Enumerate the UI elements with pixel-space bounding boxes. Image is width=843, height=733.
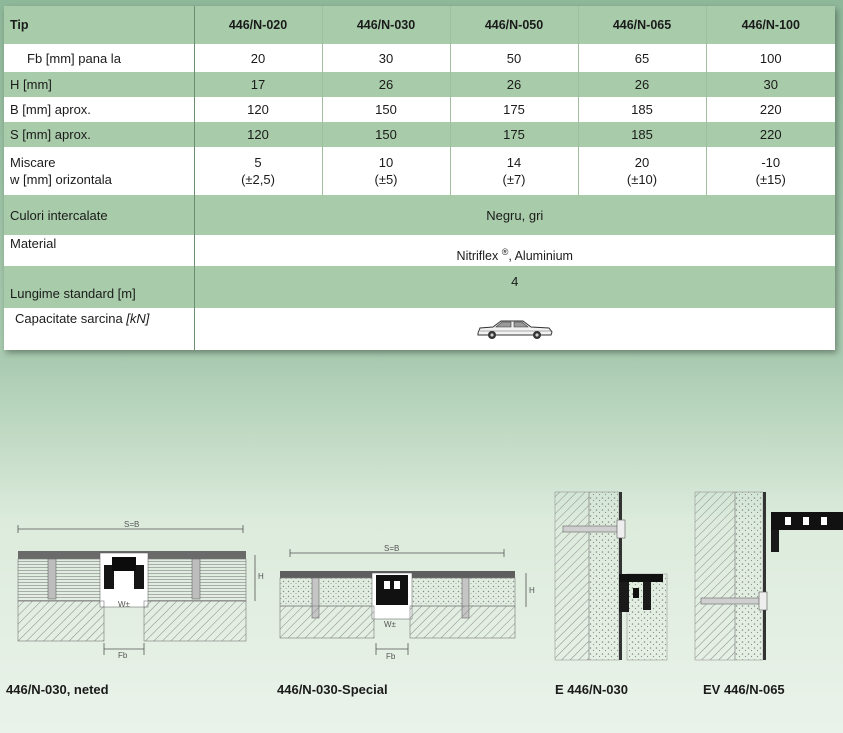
lungime-value: 4 <box>194 266 835 308</box>
row-label-miscare <box>4 147 194 195</box>
header-col: 446/N-050 <box>450 6 578 44</box>
material-rest: , Aluminium <box>508 249 573 264</box>
table-row <box>4 72 835 97</box>
cell: 220 <box>706 97 835 122</box>
cell-value: 5 <box>254 155 262 170</box>
cell: 120 <box>194 97 322 122</box>
caption-ev: EV 446/N-065 <box>703 682 785 697</box>
cell: 100 <box>706 44 835 72</box>
caption-neted: 446/N-030, neted <box>6 682 109 697</box>
dim-s-label: S=B <box>384 544 400 553</box>
dim-h-label: H <box>258 572 264 581</box>
cell: 120 <box>194 122 322 147</box>
table-row-lungime <box>4 266 835 308</box>
header-col: 446/N-030 <box>322 6 450 44</box>
cell <box>578 147 706 195</box>
row-label: S [mm] aprox. <box>4 122 194 147</box>
table-row-miscare <box>4 147 835 195</box>
table-row <box>4 97 835 122</box>
cell-tolerance: (±7) <box>502 172 526 187</box>
spec-table-card <box>4 6 835 350</box>
miscare-label: Miscare <box>10 155 56 170</box>
cell: 185 <box>578 122 706 147</box>
row-label: Material <box>4 235 194 266</box>
drawing-446n030-neted <box>8 515 273 665</box>
cell-value: 20 <box>634 155 650 170</box>
row-label-capacitate <box>4 308 194 350</box>
cell <box>706 147 835 195</box>
culori-value: Negru, gri <box>194 195 835 235</box>
table-row-material <box>4 235 835 266</box>
cell: 150 <box>322 122 450 147</box>
material-value <box>194 235 835 266</box>
caption-special: 446/N-030-Special <box>277 682 388 697</box>
dim-fb-label: Fb <box>118 651 128 660</box>
drawing-e446n030 <box>553 490 685 662</box>
miscare-sublabel: w [mm] orizontala <box>10 172 112 187</box>
cell: 30 <box>706 72 835 97</box>
cell-value: 10 <box>378 155 394 170</box>
cell-value: -10 <box>761 155 781 170</box>
cell: 175 <box>450 97 578 122</box>
cell-tolerance: (±5) <box>374 172 398 187</box>
cell <box>194 147 322 195</box>
dim-s-label: S=B <box>124 520 140 529</box>
cell-tolerance: (±2,5) <box>241 172 275 187</box>
capacitate-unit: [kN] <box>126 311 150 326</box>
row-label: Fb [mm] pana la <box>4 44 194 72</box>
dim-w-label: W± <box>118 600 130 609</box>
cell <box>450 147 578 195</box>
cell: 26 <box>578 72 706 97</box>
table-row <box>4 122 835 147</box>
header-col: 446/N-020 <box>194 6 322 44</box>
cell: 185 <box>578 97 706 122</box>
car-icon <box>475 315 555 341</box>
row-label: B [mm] aprox. <box>4 97 194 122</box>
registered-mark: ® <box>501 247 509 258</box>
drawing-446n030-special <box>272 535 542 665</box>
row-label: H [mm] <box>4 72 194 97</box>
table-row-capacitate <box>4 308 835 350</box>
row-label: Culori intercalate <box>4 195 194 235</box>
cell: 26 <box>450 72 578 97</box>
header-row <box>4 6 835 44</box>
row-label: Lungime standard [m] <box>4 266 194 308</box>
dim-h-label: H <box>529 586 535 595</box>
material-name: Nitriflex <box>456 249 502 264</box>
cell-tolerance: (±15) <box>755 172 786 187</box>
cell-value: 14 <box>506 155 522 170</box>
caption-e: E 446/N-030 <box>555 682 628 697</box>
dim-fb-label: Fb <box>386 652 396 661</box>
cell: 26 <box>322 72 450 97</box>
header-col: 446/N-100 <box>706 6 835 44</box>
cell: 20 <box>194 44 322 72</box>
cell <box>322 147 450 195</box>
cell-tolerance: (±10) <box>626 172 658 187</box>
capacitate-value <box>194 308 835 350</box>
table-row-culori <box>4 195 835 235</box>
cell: 220 <box>706 122 835 147</box>
cell: 30 <box>322 44 450 72</box>
cell: 50 <box>450 44 578 72</box>
cell: 17 <box>194 72 322 97</box>
drawing-ev446n065 <box>693 490 843 662</box>
dim-w-label: W± <box>384 620 396 629</box>
header-col: 446/N-065 <box>578 6 706 44</box>
spec-table <box>4 6 835 350</box>
cell: 150 <box>322 97 450 122</box>
header-tip: Tip <box>4 6 194 44</box>
capacitate-label: Capacitate sarcina <box>15 311 127 326</box>
table-row <box>4 44 835 72</box>
cell: 175 <box>450 122 578 147</box>
cell: 65 <box>578 44 706 72</box>
